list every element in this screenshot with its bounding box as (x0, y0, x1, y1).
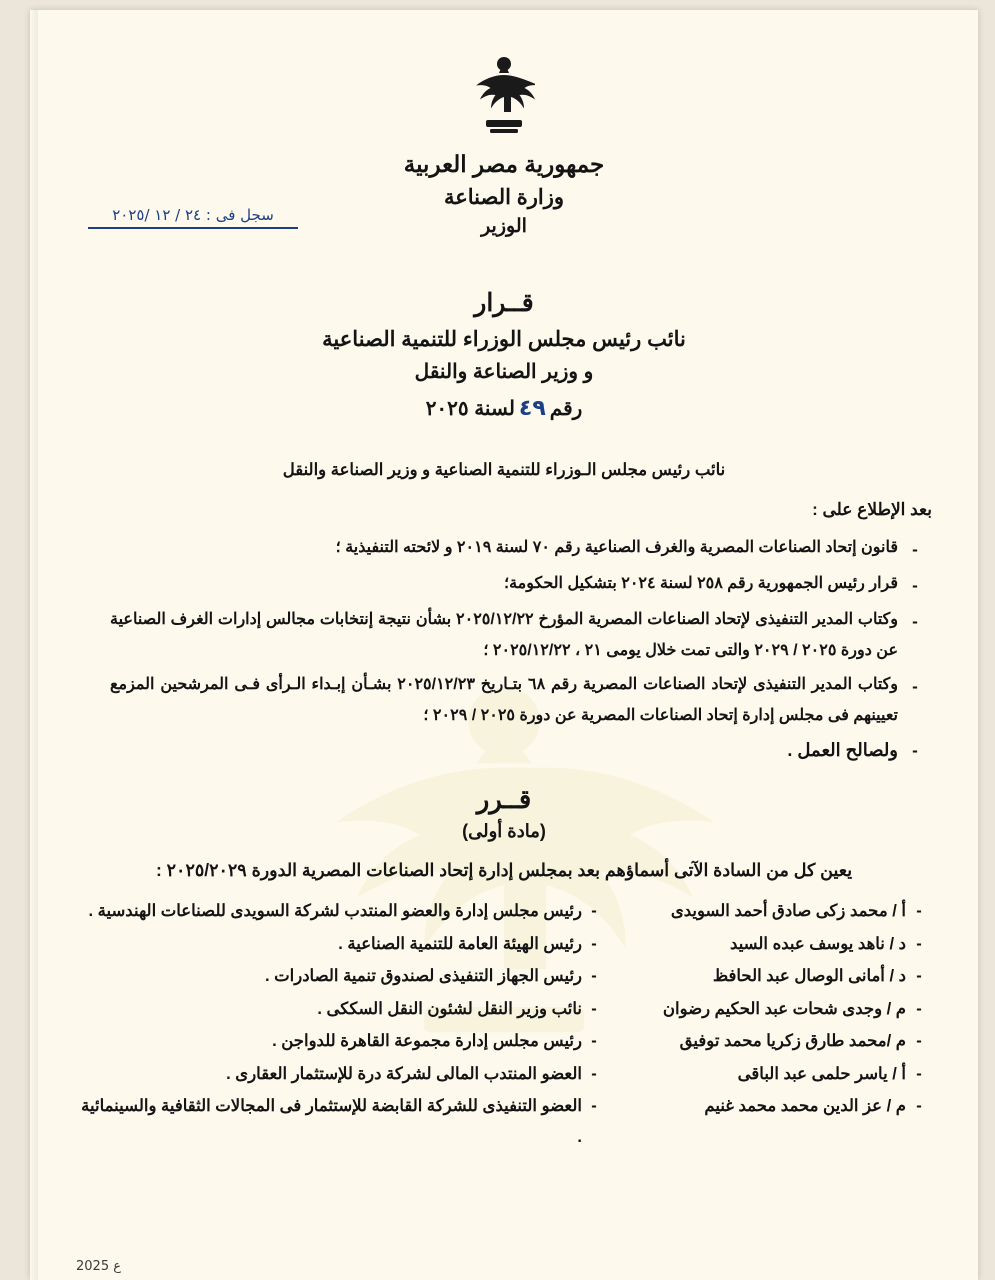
row-dash-icon: - (916, 967, 922, 986)
clause-item (76, 532, 932, 566)
role-dash-icon: - (591, 902, 597, 921)
role-dash-icon: - (591, 999, 597, 1018)
row-dash-icon: - (916, 1064, 922, 1083)
closing-clause-text: ولصالح العمل . (787, 739, 898, 760)
appointment-statement: يعين كل من السادة الآتى أسماؤهم بعد بمجلس إدارة إتحاد الصناعات المصرية الدورة ٢٠٢٥/٢٠٢٩ : (155, 860, 853, 881)
appointee-role: العضو المنتدب المالى لشركة درة للإستثمار العقارى . (226, 1064, 582, 1083)
appointee-name: م / عز الدين محمد محمد غنيم (704, 1097, 906, 1116)
row-dash-icon: - (916, 902, 922, 921)
decision-authority-line1: نائب رئيس مجلس الوزراء للتنمية الصناعية (322, 328, 686, 352)
row-dash-icon: - (916, 1032, 922, 1051)
row-dash-icon: - (916, 1097, 922, 1116)
appointee-name: م / وجدى شحات عبد الحكيم رضوان (662, 999, 906, 1018)
appointee-role: رئيس الجهاز التنفيذى لصندوق تنمية الصادرات . (264, 967, 582, 986)
appointee-name: أ / ياسر حلمى عبد الباقى (737, 1064, 906, 1083)
emblem-container (76, 10, 932, 141)
clause-text: وكتاب المدير التنفيذى لإتحاد الصناعات المصرية المؤرخ ٢٠٢٥/١٢/٢٢ بشأن نتيجة إنتخابات مجالس إدارات الغرف الصناعية عن دورة ٢٠٢٥ / ٢٠٢٩ والتى تمت خلال يومى ٢١ ، ٢٠٢٥/١٢/٢٢ ؛ (110, 611, 899, 660)
minister-statement: نائب رئيس مجلس الـوزراء للتنمية الصناعية و وزير الصناعة والنقل (282, 460, 726, 479)
appointee-role: رئيس مجلس إدارة مجموعة القاهرة للدواجن . (272, 1032, 582, 1051)
appointee-name: م /محمد طارق زكريا محمد توفيق (679, 1032, 906, 1051)
after-review-label: بعد الإطلاع على : (812, 499, 932, 519)
appointee-role: العضو التنفيذى للشركة القابضة للإستثمار فى المجالات الثقافية والسينمائية . (81, 1097, 582, 1146)
clause-item (76, 604, 932, 666)
appointee-name: أ / محمد زكى صادق أحمد السويدى (670, 902, 906, 921)
article-one-label: (مادة أولى) (462, 821, 546, 842)
minister-label: الوزير (481, 216, 527, 237)
decided-word: قــرر (476, 784, 532, 815)
appointee-name: د / ناهد يوسف عبده السيد (730, 934, 906, 953)
clause-text: وكتاب المدير التنفيذى لإتحاد الصناعات المصرية رقم ٦٨ بتـاريخ ٢٠٢٥/١٢/٢٣ بشـأن إبـداء الـرأى فـى المرشحين المزمع تعيينهم فى مجلس إدارة إتحاد الصناعات المصرية عن دورة ٢٠٢٥ / ٢٠٢٩ ؛ (110, 675, 898, 724)
table-row (76, 895, 932, 928)
decision-number-suffix: لسنة ٢٠٢٥ (425, 397, 515, 420)
decision-word: قــرار (474, 288, 534, 317)
clause-text: قانون إتحاد الصناعات المصرية والغرف الصناعية رقم ٧٠ لسنة ٢٠١٩ و لائحته التنفيذية ؛ (335, 538, 898, 556)
decision-number-handwritten: ٤٩ (518, 395, 546, 421)
table-row (76, 1058, 932, 1091)
footer-note-text: ع 2025 (76, 1259, 121, 1274)
decision-authority-line2: و وزير الصناعة والنقل (414, 360, 594, 383)
bullet-dash-icon: - (912, 576, 918, 596)
table-row (76, 993, 932, 1026)
country-name: جمهورية مصر العربية (403, 151, 605, 177)
appointees-table (76, 895, 932, 1153)
appointee-role: رئيس مجلس إدارة والعضو المنتدب لشركة السويدى للصناعات الهندسية . (88, 902, 582, 921)
bullet-dash-icon: - (912, 676, 918, 696)
footer-note (30, 1258, 932, 1274)
clause-item (76, 568, 932, 602)
closing-clause-item (76, 733, 932, 768)
registration-stamp: سجل فى : ٢٤ / ١٢ /٢٠٢٥ (88, 206, 298, 229)
appointee-role: نائب وزير النقل لشئون النقل السككى . (317, 999, 582, 1018)
table-row (76, 1025, 932, 1058)
ministry-name: وزارة الصناعة (443, 185, 565, 209)
bullet-dash-icon: - (912, 612, 918, 632)
appointee-name: د / أمانى الوصال عبد الحافظ (712, 967, 906, 986)
bullet-dash-icon: - (912, 539, 918, 559)
decision-title-block (76, 284, 932, 426)
bullet-dash-icon: - (912, 740, 918, 760)
table-row (76, 1090, 932, 1153)
table-row (76, 960, 932, 993)
role-dash-icon: - (591, 1032, 597, 1051)
ministry-header (76, 147, 932, 242)
table-row (76, 928, 932, 961)
role-dash-icon: - (591, 967, 597, 986)
decision-number-prefix: رقم (549, 397, 583, 420)
role-dash-icon: - (591, 1097, 597, 1116)
document-content (30, 10, 978, 1153)
appointee-role: رئيس الهيئة العامة للتنمية الصناعية . (338, 934, 582, 953)
decision-number-line (76, 392, 932, 426)
row-dash-icon: - (916, 934, 922, 953)
paper-sheet (30, 10, 978, 1280)
egypt-eagle-emblem-icon (473, 54, 535, 136)
clause-text: قرار رئيس الجمهورية رقم ٢٥٨ لسنة ٢٠٢٤ بتشكيل الحكومة؛ (504, 575, 898, 593)
clauses-list (76, 532, 932, 768)
role-dash-icon: - (591, 934, 597, 953)
row-dash-icon: - (916, 999, 922, 1018)
clause-item (76, 669, 932, 731)
role-dash-icon: - (591, 1064, 597, 1083)
